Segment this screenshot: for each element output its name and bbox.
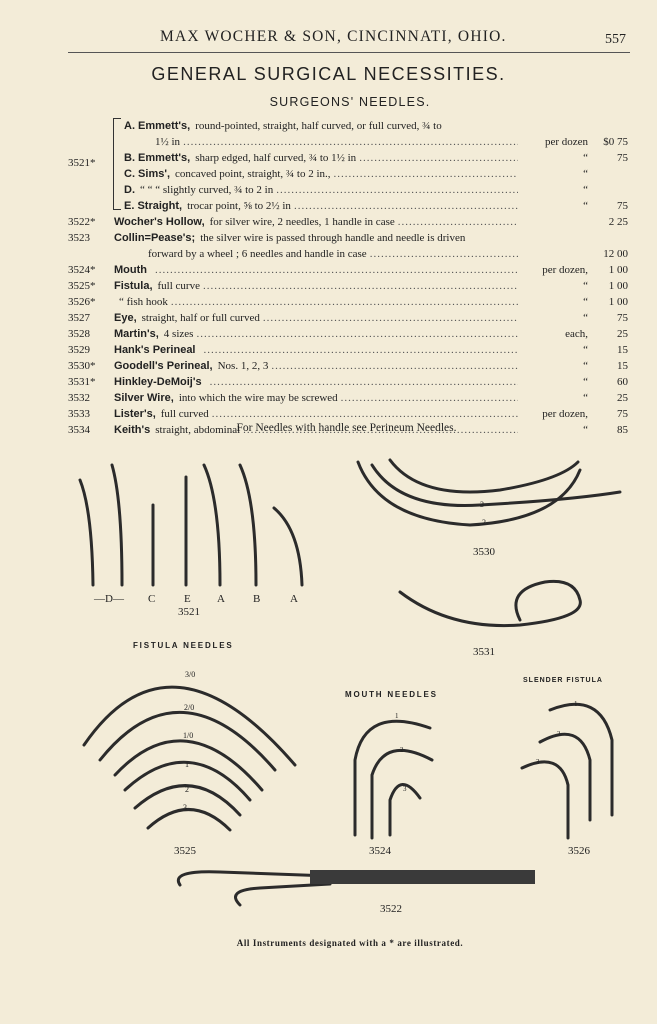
group-catalog-number: 3521* [68,157,96,169]
running-head: MAX WOCHER & SON, CINCINNATI, OHIO. [160,28,507,45]
section-subtitle: SURGEONS' NEEDLES. [269,95,431,109]
catalog-number: 3524* [68,264,96,276]
fistula-needle-3-0-drawing [84,687,295,765]
item-name: Eye, [114,312,137,324]
fistula-needles-caption: FISTULA NEEDLES [133,641,234,650]
item-detail: Nos. 1, 2, 3 [217,360,269,372]
mouth-size-2: 2 [400,746,404,754]
item-name: A. Emmett's, [124,120,191,132]
item-price: 75 [617,408,628,420]
item-detail: “ “ “ slightly curved, ¾ to 2 in [140,184,274,196]
catalog-number: 3530* [68,360,96,372]
item-detail: sharp edged, half curved, ¾ to 1½ in [195,152,357,164]
catalog-number: 3523 [68,232,90,244]
slender-size-1: 1 [574,700,578,708]
catalog-number: 3527 [68,312,90,324]
item-unit: per dozen, [542,264,588,276]
item-name: Keith's [114,424,151,436]
item-unit: “ [583,424,588,436]
item-unit: “ [583,392,588,404]
item-unit: per dozen [544,136,588,148]
item-price: 75 [617,312,628,324]
item-detail: forward by a wheel ; 6 needles and handle in case [148,248,367,260]
hollow-needle-2-drawing [236,884,331,905]
slender-fistula-caption: SLENDER FISTULA [523,677,603,684]
catalog-number: 3532 [68,392,90,404]
item-price: $0 75 [603,136,628,148]
needle-a-full-drawing [274,508,302,585]
mouth-needle-2-drawing [372,750,432,838]
fig-3521-letter-e: E [184,593,191,605]
fig-3521-number: 3521 [178,606,200,618]
item-name: Wocher's Hollow, [114,216,205,228]
item-price: 12 00 [603,248,628,260]
fig-3521-letter-d: —D— [94,593,124,605]
fig-3530-mark-2: 2 [482,518,486,527]
item-unit: “ [583,376,588,388]
item-name: Fistula, [114,280,153,292]
item-detail: 1½ in [155,136,181,148]
fig-3525-number: 3525 [174,845,196,857]
fig-3521-letter-a: A [217,593,225,605]
needle-a-curved-drawing [112,465,122,585]
item-detail: round-pointed, straight, half curved, or full curved, ¾ to [195,120,442,132]
fistula-size-3: 3 [183,803,187,812]
item-detail: 4 sizes [163,328,194,340]
fig-3530-number: 3530 [473,546,495,558]
item-detail: concaved point, straight, ¾ to 2 in., [175,168,331,180]
item-price: 25 [617,328,628,340]
mouth-size-3: 3 [403,785,407,793]
fig-3522-number: 3522 [380,903,402,915]
mouth-needle-1-drawing [355,721,430,835]
catalog-number: 3534 [68,424,90,436]
item-detail: straight, half or full curved [141,312,260,324]
item-detail: into which the wire may be screwed [178,392,338,404]
perineal-needle-2-drawing [372,465,620,506]
fistula-size-2: 2 [185,785,189,794]
item-name: Hinkley-DeMoij's [114,376,202,388]
item-unit: per dozen, [542,408,588,420]
item-unit: “ [583,296,588,308]
item-name: Martin's, [114,328,159,340]
fistula-size-1-0: 1/0 [183,731,194,740]
item-price: 1 00 [608,296,628,308]
hinkley-needle-drawing [400,581,580,625]
catalog-number: 3528 [68,328,90,340]
item-unit: “ [583,200,588,212]
fistula-size-1: 1 [185,760,189,769]
catalog-number: 3525* [68,280,96,292]
catalog-number: 3526* [68,296,96,308]
item-price: 1 00 [608,280,628,292]
fistula-needle-3-drawing [148,809,230,830]
item-price: 25 [617,392,628,404]
item-name: B. Emmett's, [124,152,191,164]
needle-d-drawing [80,480,93,585]
item-price: 1 00 [608,264,628,276]
item-name: E. Straight, [124,200,183,212]
fig-3521-letter-b: B [253,593,261,605]
item-price: 85 [617,424,628,436]
item-name: Lister's, [114,408,156,420]
catalog-number: 3533 [68,408,90,420]
fig-3526-number: 3526 [568,845,590,857]
item-detail: full curved [160,408,209,420]
slender-size-3: 3 [536,758,540,766]
needle-b-drawing [240,465,256,585]
item-price: 15 [617,360,628,372]
item-name: C. Sims', [124,168,171,180]
needle-a-drawing [204,465,220,585]
hollow-needle-drawing [178,872,330,885]
fig-3531-number: 3531 [473,646,495,658]
fistula-size-3-0: 3/0 [185,670,196,679]
item-price: 15 [617,344,628,356]
item-unit: each, [565,328,588,340]
item-unit: “ [583,344,588,356]
item-unit: “ [583,360,588,372]
illustration-footnote: All Instruments designated with a * are illustrated. [236,938,464,948]
fig-3521-letter-c: C [148,593,156,605]
slender-size-2: 2 [557,730,561,738]
item-name: Hank's Perineal [114,344,196,356]
item-unit: “ [583,312,588,324]
fistula-size-2-0: 2/0 [184,703,195,712]
item-name: D. [124,184,135,196]
item-price: 2 25 [608,216,628,228]
item-detail: “ fish hook [119,296,168,308]
item-detail: full curve [157,280,200,292]
page-title: GENERAL SURGICAL NECESSITIES. [151,64,506,84]
item-detail: the silver wire is passed through handle and needle is driven [200,232,466,244]
item-price: 60 [617,376,628,388]
catalog-number: 3522* [68,216,96,228]
item-unit: “ [583,152,588,164]
footnote-perineum: For Needles with handle see Perineum Needles. [236,422,457,434]
item-detail: for silver wire, 2 needles, 1 handle in case [209,216,395,228]
item-detail: straight, abdominal [155,424,241,436]
item-unit: “ [583,280,588,292]
perineal-needle-1-drawing [390,460,578,492]
item-name: Collin=Pease's; [114,232,196,244]
page-number: 557 [605,32,626,47]
slender-needle-1-drawing [550,704,612,815]
needle-handle-drawing [310,870,535,884]
item-unit: “ [583,184,588,196]
catalog-number: 3529 [68,344,90,356]
item-price: 75 [617,200,628,212]
fig-3521-letter-a2: A [290,593,298,605]
mouth-needles-caption: MOUTH NEEDLES [345,690,438,699]
mouth-size-1: 1 [395,712,399,720]
item-unit: “ [583,168,588,180]
fig-3530-mark-3: 3 [480,500,484,509]
item-detail: trocar point, ⅝ to 2½ in [187,200,291,212]
item-name: Mouth [114,264,147,276]
slender-needle-3-drawing [522,762,568,838]
item-name: Silver Wire, [114,392,174,404]
item-price: 75 [617,152,628,164]
catalog-number: 3531* [68,376,96,388]
fig-3524-number: 3524 [369,845,391,857]
item-name: Goodell's Perineal, [114,360,213,372]
perineal-needle-3-drawing [358,462,580,525]
